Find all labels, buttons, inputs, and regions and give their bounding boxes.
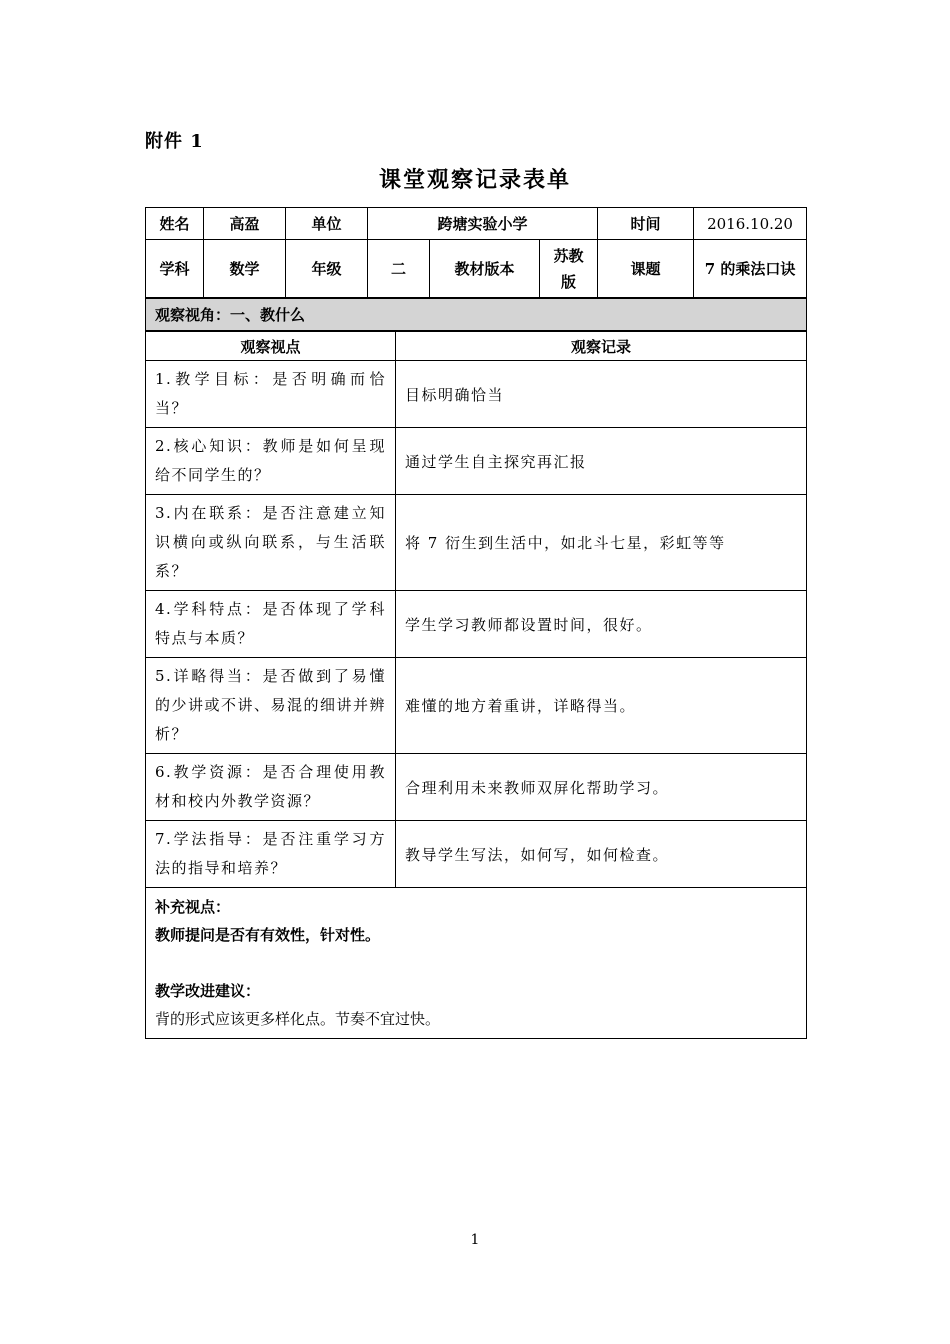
suggestion-text: 背的形式应该更多样化点。节奏不宜过快。	[155, 1010, 441, 1028]
topic-value: 7 的乘法口诀	[694, 240, 807, 298]
edition-value-line2: 版	[561, 272, 577, 291]
observation-record: 通过学生自主探究再汇报	[396, 428, 807, 495]
time-value: 2016.10.20	[694, 208, 807, 240]
section-title: 观察视角：一、教什么	[146, 298, 807, 331]
grade-label: 年级	[286, 240, 368, 298]
edition-value-line1: 苏教	[553, 246, 584, 265]
table-row	[146, 754, 807, 821]
table-row	[146, 821, 807, 888]
edition-value	[540, 240, 598, 298]
page-number: 1	[470, 1232, 480, 1248]
subject-value: 数学	[204, 240, 286, 298]
name-value: 高盈	[204, 208, 286, 240]
observation-point: 2.核心知识：教师是如何呈现给不同学生的？	[146, 428, 396, 495]
info-table	[145, 207, 807, 298]
observation-point: 1.教学目标：是否明确而恰当？	[146, 361, 396, 428]
observation-record: 教导学生写法，如何写，如何检查。	[396, 821, 807, 888]
observation-point: 6.教学资源：是否合理使用教材和校内外教学资源？	[146, 754, 396, 821]
observation-point: 7.学法指导：是否注重学习方法的指导和培养？	[146, 821, 396, 888]
observation-record: 合理利用未来教师双屏化帮助学习。	[396, 754, 807, 821]
unit-label: 单位	[286, 208, 368, 240]
name-label: 姓名	[146, 208, 204, 240]
observation-point: 4.学科特点：是否体现了学科特点与本质？	[146, 591, 396, 658]
column-header-records: 观察记录	[396, 331, 807, 361]
observation-point: 5.详略得当：是否做到了易懂的少讲或不讲、易混的细讲并辨析？	[146, 658, 396, 754]
observation-table	[145, 297, 807, 1039]
edition-label: 教材版本	[430, 240, 540, 298]
attachment-label: 附件 1	[145, 131, 204, 152]
observation-record: 将 7 衍生到生活中，如北斗七星，彩虹等等	[396, 495, 807, 591]
topic-label: 课题	[598, 240, 694, 298]
supplement-text: 教师提问是否有有效性，针对性。	[155, 926, 381, 944]
table-row	[146, 658, 807, 754]
subject-label: 学科	[146, 240, 204, 298]
time-label: 时间	[598, 208, 694, 240]
observation-point: 3.内在联系：是否注意建立知识横向或纵向联系，与生活联系？	[146, 495, 396, 591]
unit-value: 跨塘实验小学	[368, 208, 598, 240]
document-title: 课堂观察记录表单	[378, 167, 571, 193]
suggestion-label: 教学改进建议：	[155, 982, 261, 1000]
column-header-points: 观察视点	[146, 331, 396, 361]
grade-value: 二	[368, 240, 430, 298]
table-row	[146, 495, 807, 591]
observation-record: 学生学习教师都设置时间，很好。	[396, 591, 807, 658]
supplement-label: 补充视点：	[155, 898, 231, 916]
observation-record: 难懂的地方着重讲，详略得当。	[396, 658, 807, 754]
table-row	[146, 428, 807, 495]
table-row	[146, 591, 807, 658]
table-row	[146, 361, 807, 428]
supplement-section	[146, 888, 807, 1039]
observation-record: 目标明确恰当	[396, 361, 807, 428]
